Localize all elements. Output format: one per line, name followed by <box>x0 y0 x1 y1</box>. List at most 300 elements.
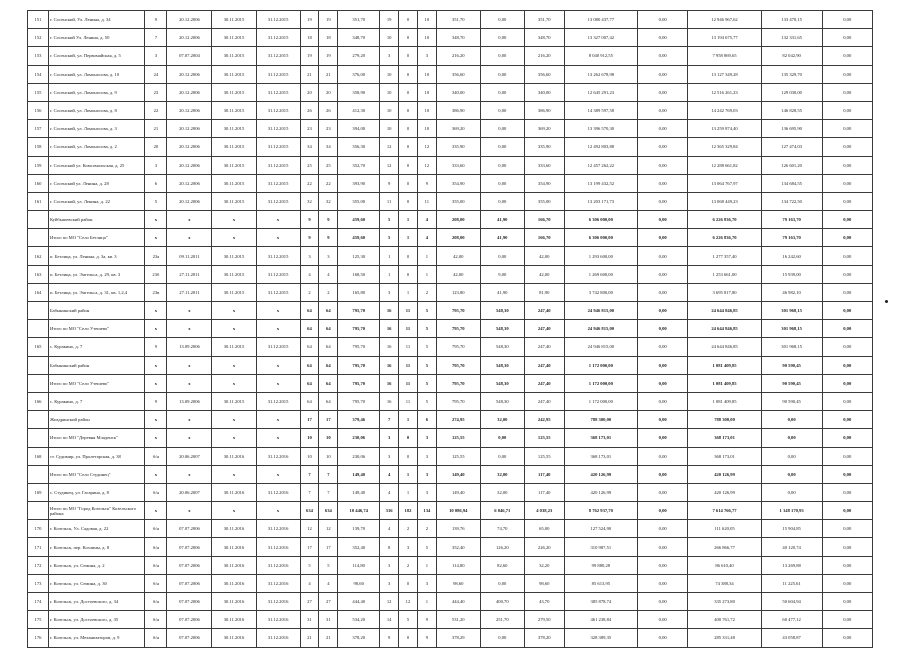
table-cell: 31.12.2016 <box>256 520 300 538</box>
table-cell: 6 226 836,70 <box>688 211 761 229</box>
table-cell: 0,00 <box>638 283 688 301</box>
table-cell: 0,00 <box>638 29 688 47</box>
table-body <box>28 11 873 648</box>
table-cell: 31.12.2015 <box>256 283 300 301</box>
table-cell: 10 446,74 <box>338 502 380 520</box>
table-cell: 42,00 <box>436 247 480 265</box>
table-cell: 30.11.2015 <box>212 65 256 83</box>
table-cell: 64 <box>300 320 319 338</box>
table-cell: 279,50 <box>524 611 564 629</box>
housing-register-table <box>27 10 873 648</box>
table-cell: 1 081 409,85 <box>688 356 761 374</box>
table-cell: 1 <box>380 247 399 265</box>
table-cell: 16 <box>380 374 399 392</box>
table-cell: 0,00 <box>480 83 524 101</box>
table-cell: 7 <box>319 465 338 483</box>
table-cell: 226,20 <box>524 538 564 556</box>
table-cell: 788 300,00 <box>564 411 637 429</box>
address-cell: Итого по МО "Село Утешево" <box>48 320 144 338</box>
table-cell: 126 601,20 <box>761 156 822 174</box>
table-cell: 172 <box>28 556 49 574</box>
table-cell: x <box>256 211 300 229</box>
table-cell: 247,40 <box>524 356 564 374</box>
table-cell: 85 613,95 <box>564 574 637 592</box>
table-cell: 3 <box>380 447 399 465</box>
table-cell: x <box>145 411 167 429</box>
table-cell: 795,70 <box>436 320 480 338</box>
table-cell: 0,00 <box>480 156 524 174</box>
table-cell: 3 <box>399 538 418 556</box>
table-cell: 3 <box>380 283 399 301</box>
table-cell: 0,00 <box>480 65 524 83</box>
table-cell: 0 <box>399 156 418 174</box>
table-cell: 4 <box>319 265 338 283</box>
table-cell: 30.11.2016 <box>212 483 256 501</box>
table-cell: 348,70 <box>436 29 480 47</box>
table-cell: 356,60 <box>436 65 480 83</box>
table-cell: 2 <box>319 283 338 301</box>
table-cell: 07.07.2006 <box>167 520 212 538</box>
table-cell: 158 <box>28 138 49 156</box>
table-cell: 135 329,70 <box>761 65 822 83</box>
table-cell: 42,00 <box>436 265 480 283</box>
table-cell: x <box>212 320 256 338</box>
table-cell: 3 <box>380 574 399 592</box>
table-cell: 117,40 <box>524 483 564 501</box>
table-cell: 335,90 <box>524 138 564 156</box>
table-cell: 17 <box>300 538 319 556</box>
table-cell: 32,00 <box>480 483 524 501</box>
table-cell: 0,00 <box>822 83 872 101</box>
table-cell: 335 273,80 <box>688 593 761 611</box>
table-cell: 13 327 007,42 <box>564 29 637 47</box>
table-cell: 333,60 <box>436 156 480 174</box>
table-cell: 12 <box>399 593 418 611</box>
table-cell: x <box>167 229 212 247</box>
table-cell: 12 <box>300 520 319 538</box>
table-cell: 4 <box>417 211 436 229</box>
table-cell: 19 <box>300 11 319 29</box>
table-cell: 98,60 <box>338 574 380 592</box>
table-cell: 5 <box>417 374 436 392</box>
table-cell: 7 614 766,77 <box>688 502 761 520</box>
table-cell: 5 <box>417 320 436 338</box>
table-cell: 117,40 <box>524 465 564 483</box>
table-cell: 0,00 <box>822 520 872 538</box>
table-cell <box>28 465 49 483</box>
table-cell: 0,00 <box>638 374 688 392</box>
address-cell: г. Козельск, ул. Достоевского, д. 34 <box>48 593 144 611</box>
table-cell: 34 <box>300 138 319 156</box>
table-cell: 64 <box>300 338 319 356</box>
table-cell: 1 172 000,00 <box>564 374 637 392</box>
table-cell: x <box>212 302 256 320</box>
table-cell: 1 081 409,85 <box>688 392 761 410</box>
table-cell: 9 <box>300 229 319 247</box>
table-cell: 355,00 <box>524 192 564 210</box>
table-cell: б/н <box>145 520 167 538</box>
table-cell: 162 <box>28 247 49 265</box>
table-cell: 155 <box>28 83 49 101</box>
table-cell: 114,80 <box>436 556 480 574</box>
table-cell: 230,06 <box>338 429 380 447</box>
table-cell: 31.12.2015 <box>256 101 300 119</box>
table-cell: 0,00 <box>822 247 872 265</box>
table-cell: 20.12.2006 <box>167 174 212 192</box>
table-cell: 13 127 349,28 <box>688 65 761 83</box>
table-cell: 0,00 <box>638 411 688 429</box>
table-cell: 4 <box>300 265 319 283</box>
table-cell: 0,00 <box>822 229 872 247</box>
table-cell: 208,00 <box>436 211 480 229</box>
table-cell: 164 <box>28 283 49 301</box>
table-cell: 31.12.2016 <box>256 593 300 611</box>
table-row <box>28 101 873 119</box>
table-cell: 30.11.2016 <box>212 574 256 592</box>
address-cell: Итого по МО "Деревня Младенск" <box>48 429 144 447</box>
table-cell: 1 <box>399 411 418 429</box>
table-cell: 420 126,99 <box>688 483 761 501</box>
table-cell: 60 477,12 <box>761 611 822 629</box>
table-cell: 0,00 <box>638 520 688 538</box>
address-cell: г. Сосенский, ул. Ломоносова, д. 8 <box>48 101 144 119</box>
table-cell: 1 148 170,93 <box>761 502 822 520</box>
table-cell: 1 <box>399 211 418 229</box>
table-cell: 152 <box>28 29 49 47</box>
table-cell: 4 <box>300 574 319 592</box>
table-cell: 1 <box>417 556 436 574</box>
table-cell: 31.12.2015 <box>256 192 300 210</box>
table-cell: 30.11.2015 <box>212 192 256 210</box>
table-cell: 31.12.2016 <box>256 483 300 501</box>
table-cell: 139,76 <box>436 520 480 538</box>
table-cell: 21 <box>300 65 319 83</box>
table-cell: 86 610,40 <box>688 556 761 574</box>
table-cell: 13.09.2006 <box>167 392 212 410</box>
table-cell: 340,00 <box>524 83 564 101</box>
table-cell: 12 946 967,62 <box>688 11 761 29</box>
table-cell: 420 126,99 <box>688 465 761 483</box>
table-cell: 32,00 <box>480 411 524 429</box>
table-cell: 2 <box>399 520 418 538</box>
table-cell: 795,70 <box>436 302 480 320</box>
table-cell: 548,30 <box>480 338 524 356</box>
table-cell: 548,30 <box>480 374 524 392</box>
table-cell: 123,80 <box>436 283 480 301</box>
table-cell: 166 <box>28 392 49 410</box>
table-cell: 0 <box>399 101 418 119</box>
table-cell: 0,00 <box>480 574 524 592</box>
table-cell: 5 <box>380 211 399 229</box>
table-cell: 133 470,15 <box>761 11 822 29</box>
table-cell: 0,00 <box>822 538 872 556</box>
table-cell: 247,40 <box>524 374 564 392</box>
summary-row <box>28 229 873 247</box>
table-cell: б/н <box>145 538 167 556</box>
table-row <box>28 483 873 501</box>
address-cell: г. Сосенский, ул. Ломоносова, д. 2 <box>48 138 144 156</box>
table-cell: 0,00 <box>638 447 688 465</box>
table-cell: 0,00 <box>638 47 688 65</box>
table-cell: 0 <box>399 629 418 647</box>
table-cell: 0 <box>399 29 418 47</box>
table-cell: 10 <box>417 120 436 138</box>
table-cell <box>28 374 49 392</box>
table-cell: 795,70 <box>436 356 480 374</box>
table-cell: б/н <box>145 593 167 611</box>
table-row <box>28 247 873 265</box>
table-cell: 11 <box>399 320 418 338</box>
table-cell: 5 <box>417 538 436 556</box>
table-cell: 32,20 <box>524 556 564 574</box>
table-cell: 459,60 <box>338 211 380 229</box>
table-cell: 5 <box>417 338 436 356</box>
table-cell: 82 042,90 <box>761 47 822 65</box>
address-cell: г. Сосенский Ул. Ленина, д. 50 <box>48 29 144 47</box>
table-cell: x <box>256 465 300 483</box>
table-cell: 20.12.2006 <box>167 101 212 119</box>
table-cell: 0,00 <box>638 356 688 374</box>
table-cell: x <box>145 356 167 374</box>
table-cell: 3 <box>380 556 399 574</box>
table-cell: 0,00 <box>638 302 688 320</box>
table-cell: 3 695 817,80 <box>688 283 761 301</box>
address-cell: Куйбышевский район <box>48 211 144 229</box>
table-cell: 163 <box>28 265 49 283</box>
table-cell: 0,00 <box>822 374 872 392</box>
table-cell: 64 <box>319 374 338 392</box>
address-cell: г. Козельск, Ул. Садовая, д. 22 <box>48 520 144 538</box>
address-cell: с. Куракино, д. 7 <box>48 392 144 410</box>
table-cell: 348,70 <box>338 29 380 47</box>
table-row <box>28 11 873 29</box>
table-cell: 0 <box>399 447 418 465</box>
table-cell: 31.12.2015 <box>256 120 300 138</box>
table-cell: 30.11.2016 <box>212 447 256 465</box>
table-cell: 16 242,60 <box>761 247 822 265</box>
table-cell: 7 <box>380 411 399 429</box>
table-cell: 548,30 <box>480 302 524 320</box>
table-cell: 0 <box>399 83 418 101</box>
summary-row <box>28 374 873 392</box>
table-cell: 23а <box>145 247 167 265</box>
table-row <box>28 447 873 465</box>
table-cell: 27.11.2011 <box>167 265 212 283</box>
table-cell: 26 <box>319 101 338 119</box>
table-cell: 31.12.2015 <box>256 265 300 283</box>
table-cell: 169 <box>28 483 49 501</box>
table-cell: 0,00 <box>638 593 688 611</box>
table-cell: 11 <box>417 192 436 210</box>
table-cell: 788 300,00 <box>688 411 761 429</box>
table-cell: 6 306 000,00 <box>564 211 637 229</box>
table-cell: 461 238,84 <box>564 611 637 629</box>
table-cell: 17 <box>300 411 319 429</box>
table-cell: 31.12.2016 <box>256 538 300 556</box>
table-row <box>28 538 873 556</box>
table-cell: 134 722,50 <box>761 192 822 210</box>
table-cell: 444,40 <box>436 593 480 611</box>
table-cell: 25 <box>319 156 338 174</box>
table-cell: б/н <box>145 574 167 592</box>
table-cell: 07.07.2004 <box>167 47 212 65</box>
table-cell: 20.12.2006 <box>167 192 212 210</box>
table-cell: 393,90 <box>338 174 380 192</box>
table-cell: 0,00 <box>638 465 688 483</box>
table-cell: 5 <box>319 556 338 574</box>
table-cell: 386,90 <box>436 101 480 119</box>
table-cell: 0,00 <box>822 465 872 483</box>
table-cell: 1 <box>399 283 418 301</box>
table-cell: 0,00 <box>638 556 688 574</box>
table-cell: 0,00 <box>822 429 872 447</box>
table-cell: 23 <box>300 120 319 138</box>
table-cell: 7 <box>300 483 319 501</box>
table-cell: 24 644 846,85 <box>688 320 761 338</box>
table-cell: 3 <box>417 574 436 592</box>
table-cell: 0,00 <box>480 174 524 192</box>
table-cell <box>28 211 49 229</box>
table-cell: 352,70 <box>338 156 380 174</box>
table-cell: 21 <box>319 629 338 647</box>
table-cell: 0,00 <box>822 265 872 283</box>
table-cell: 31.12.2016 <box>256 629 300 647</box>
table-cell: 0,00 <box>638 629 688 647</box>
table-cell: 0,00 <box>638 211 688 229</box>
table-cell: 20.12.2006 <box>167 11 212 29</box>
table-cell: 1 253 661,00 <box>688 265 761 283</box>
table-cell: 165 <box>28 338 49 356</box>
address-cell: с. Куракино, д. 7 <box>48 338 144 356</box>
table-cell: 11 <box>399 338 418 356</box>
table-cell: 316 <box>380 502 399 520</box>
table-cell: 358,90 <box>338 83 380 101</box>
table-cell: 9 <box>380 174 399 192</box>
table-cell: 0,00 <box>761 447 822 465</box>
table-cell: 548,30 <box>480 392 524 410</box>
table-cell: 31.12.2015 <box>256 11 300 29</box>
table-cell: 24 644 846,85 <box>688 302 761 320</box>
register-sheet <box>27 10 873 648</box>
table-cell: 41,90 <box>480 211 524 229</box>
table-cell: 1 277 357,40 <box>688 247 761 265</box>
table-cell: 0,00 <box>761 465 822 483</box>
table-cell: x <box>145 429 167 447</box>
address-cell: г. Сосенский, Ул. Ленина, д. 34 <box>48 11 144 29</box>
table-cell: 354,90 <box>436 174 480 192</box>
table-cell: 31.12.2015 <box>256 156 300 174</box>
table-cell: 168,50 <box>338 265 380 283</box>
table-cell: 30.11.2015 <box>212 101 256 119</box>
table-cell: x <box>212 502 256 520</box>
table-cell: 795,70 <box>338 374 380 392</box>
table-cell: 328 389,35 <box>564 629 637 647</box>
table-cell: x <box>167 411 212 429</box>
table-cell: 6 <box>145 174 167 192</box>
table-cell: 125,55 <box>436 447 480 465</box>
table-cell: 20.12.2006 <box>167 83 212 101</box>
table-cell: б/н <box>145 447 167 465</box>
table-cell: 11 <box>399 302 418 320</box>
summary-row <box>28 465 873 483</box>
table-cell: б/н <box>145 629 167 647</box>
table-row <box>28 83 873 101</box>
table-cell: 12 <box>380 593 399 611</box>
table-cell: 171 <box>28 538 49 556</box>
summary-row <box>28 211 873 229</box>
table-cell: 23 <box>145 83 167 101</box>
table-cell: 0,00 <box>638 120 688 138</box>
table-cell: 43 058,87 <box>761 629 822 647</box>
table-cell: 23б <box>145 265 167 283</box>
table-cell: 129 030,00 <box>761 83 822 101</box>
table-cell: 1 293 600,00 <box>564 247 637 265</box>
table-cell: 21 <box>300 629 319 647</box>
table-cell: 12 492 803,88 <box>564 138 637 156</box>
table-cell: x <box>256 429 300 447</box>
table-cell: 90 590,45 <box>761 392 822 410</box>
table-cell: 208,00 <box>436 229 480 247</box>
table-cell: 10 <box>417 11 436 29</box>
table-cell: 20.12.2006 <box>167 138 212 156</box>
table-cell: 20.06.2007 <box>167 483 212 501</box>
table-cell: 310 987,51 <box>564 538 637 556</box>
table-cell: 378,20 <box>338 629 380 647</box>
address-cell: г. Сосенский ул. Ленина, д. 28 <box>48 174 144 192</box>
table-cell: 266 866,77 <box>688 538 761 556</box>
table-cell: 301 968,15 <box>761 338 822 356</box>
table-cell: x <box>256 302 300 320</box>
table-cell: 07.07.2006 <box>167 629 212 647</box>
table-cell: 548,30 <box>480 320 524 338</box>
table-cell: 0,00 <box>638 229 688 247</box>
table-cell: 0,00 <box>761 429 822 447</box>
table-cell: 356,30 <box>338 138 380 156</box>
address-cell: г. Сосенский ул. Комсомольская, д. 25 <box>48 156 144 174</box>
table-cell: x <box>256 356 300 374</box>
table-cell: 24 946 815,00 <box>564 302 637 320</box>
table-row <box>28 574 873 592</box>
table-cell: 64 <box>300 374 319 392</box>
table-cell: 10 <box>417 29 436 47</box>
table-cell: 0,00 <box>822 156 872 174</box>
table-cell: 13 396 570,30 <box>564 120 637 138</box>
table-cell: 07.07.2006 <box>167 574 212 592</box>
table-cell: 3 <box>319 247 338 265</box>
table-cell: x <box>145 211 167 229</box>
table-row <box>28 283 873 301</box>
table-cell: 13 064 767,97 <box>688 174 761 192</box>
table-cell: 30.11.2016 <box>212 556 256 574</box>
address-cell: п. Бетлица, ул. Ленина, д. 3а, кв. 3 <box>48 247 144 265</box>
table-cell: 30.11.2015 <box>212 265 256 283</box>
table-cell: 19 <box>300 47 319 65</box>
table-cell: 21 <box>319 65 338 83</box>
table-cell: 5 <box>417 392 436 410</box>
table-cell: 7 <box>319 483 338 501</box>
table-cell: 0,00 <box>822 611 872 629</box>
table-cell: 420 126,99 <box>564 465 637 483</box>
table-cell: 376,00 <box>338 65 380 83</box>
table-cell: 0,00 <box>822 120 872 138</box>
table-cell: x <box>256 374 300 392</box>
table-cell: 64 <box>319 338 338 356</box>
table-cell: 0,00 <box>480 120 524 138</box>
table-cell: 31.12.2015 <box>256 392 300 410</box>
table-cell: 07.07.2006 <box>167 538 212 556</box>
table-row <box>28 265 873 283</box>
table-cell: 795,70 <box>436 338 480 356</box>
